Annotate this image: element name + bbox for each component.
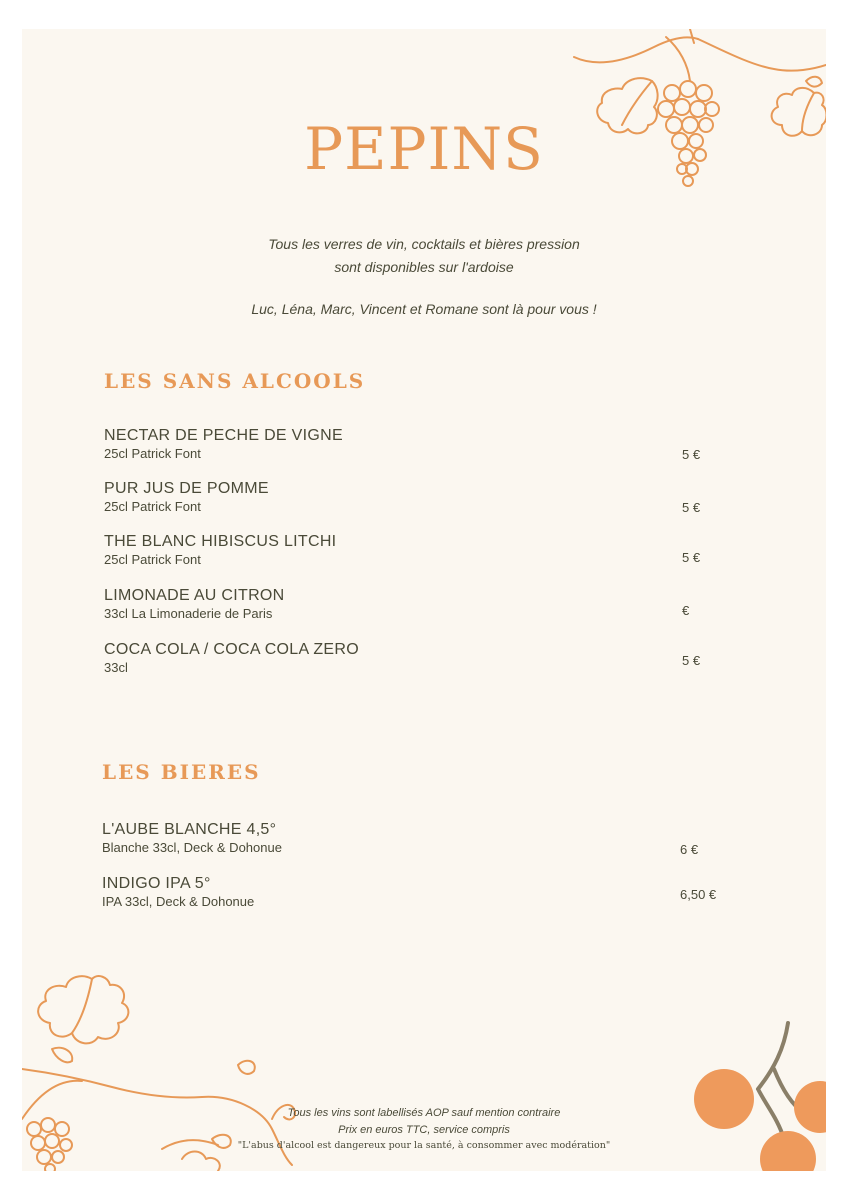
item-description: 25cl Patrick Font <box>104 499 201 514</box>
item-price: 6 € <box>680 842 699 857</box>
menu-item <box>104 427 724 461</box>
menu-item <box>102 821 722 855</box>
item-description: 25cl Patrick Font <box>104 446 201 461</box>
menu-page <box>22 29 826 1171</box>
menu-item <box>104 480 724 514</box>
intro-line-2: sont disponibles sur l'ardoise <box>334 259 514 275</box>
item-price: 5 € <box>682 550 701 565</box>
item-name: COCA COLA / COCA COLA ZERO <box>104 641 359 658</box>
item-description: 33cl La Limonaderie de Paris <box>104 606 273 621</box>
footer-line-3: "L'abus d'alcool est dangereux pour la santé, à consommer avec modération" <box>237 1140 611 1151</box>
item-name: L'AUBE BLANCHE 4,5° <box>102 821 277 838</box>
menu-item <box>104 533 724 567</box>
item-name: LIMONADE AU CITRON <box>104 587 285 604</box>
footer-line-1: Tous les vins sont labellisés AOP sauf mention contraire <box>287 1107 561 1119</box>
intro-line-3: Luc, Léna, Marc, Vincent et Romane sont là pour vous ! <box>251 301 597 317</box>
menu-item <box>104 587 724 621</box>
menu-item <box>104 641 724 675</box>
item-name: INDIGO IPA 5° <box>102 875 211 892</box>
intro-line-1: Tous les verres de vin, cocktails et bières pression <box>268 236 580 252</box>
item-description: IPA 33cl, Deck & Dohonue <box>102 894 255 909</box>
item-price: 6,50 € <box>680 887 717 902</box>
section-title-sans-alcools: LES SANS ALCOOLS <box>104 369 366 393</box>
item-price: 5 € <box>682 653 701 668</box>
item-description: Blanche 33cl, Deck & Dohonue <box>102 840 282 855</box>
item-name: THE BLANC HIBISCUS LITCHI <box>104 533 337 550</box>
item-description: 25cl Patrick Font <box>104 552 201 567</box>
item-price: 5 € <box>682 447 701 462</box>
menu-item <box>102 875 722 909</box>
item-description: 33cl <box>104 660 128 675</box>
item-price: € <box>682 603 690 618</box>
section-title-bieres: LES BIERES <box>102 760 261 784</box>
footer-line-2: Prix en euros TTC, service compris <box>338 1124 510 1136</box>
page-title: PEPINS <box>304 115 544 183</box>
item-name: NECTAR DE PECHE DE VIGNE <box>104 427 343 444</box>
item-price: 5 € <box>682 500 701 515</box>
item-name: PUR JUS DE POMME <box>104 480 269 497</box>
